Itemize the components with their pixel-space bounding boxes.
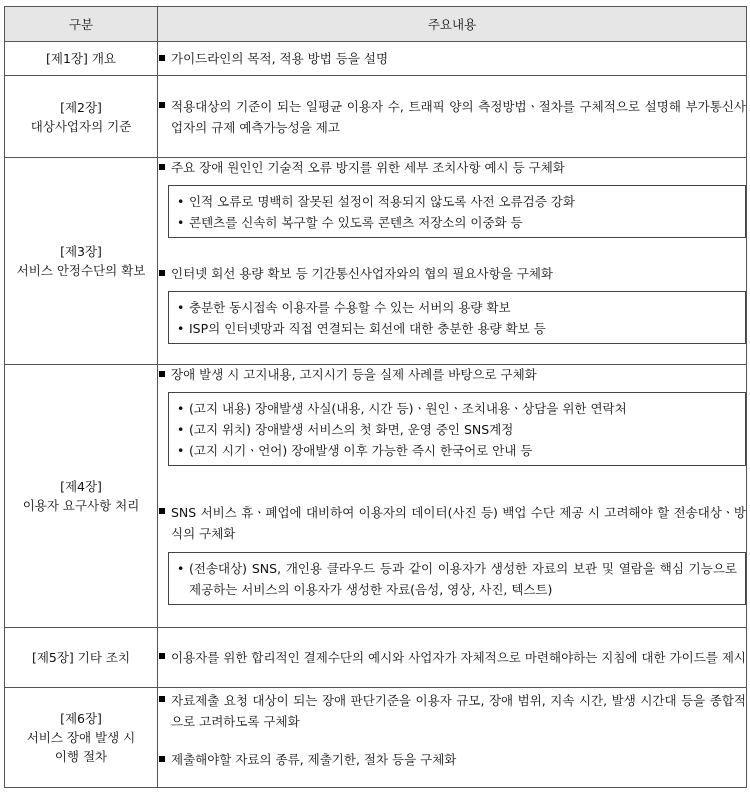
header-row [5,7,747,42]
bullet-text: 가이드라인의 목적, 적용 방법 등을 설명 [171,51,389,66]
sub-item-text: (고지 내용) 장애발생 사실(내용, 시간 등)ㆍ원인ㆍ조치내용ㆍ상담을 위한 연락처 [189,401,627,416]
category-line: [제2장] [60,99,102,115]
table-row [5,628,747,688]
sub-item-text: 충분한 동시접속 이용자를 수용할 수 있는 서버의 용량 확보 [189,300,511,315]
row-content [158,158,747,365]
row-content [158,628,747,688]
bullet-item [158,750,746,769]
sub-item-text: (고지 위치) 장애발생 서비스의 첫 화면, 운영 중인 SNS계정 [189,422,514,437]
table-row [5,365,747,628]
dot-bullet-icon: • [177,300,185,315]
square-bullet-icon [159,696,165,702]
dot-bullet-icon: • [177,422,185,437]
square-bullet-icon [159,102,165,108]
category-line: [제6장] [60,711,102,726]
bullet-item [158,96,746,138]
guideline-table [4,6,747,788]
dot-bullet-icon: • [177,194,185,209]
bullet-item [158,264,746,283]
category-line: [제1장] 개요 [46,51,116,66]
bullet-item [158,647,746,668]
sub-item [177,398,737,419]
dot-bullet-icon: • [177,215,185,230]
sub-item [177,440,737,461]
bullet-item [158,502,746,544]
sub-item-text: ISP의 인터넷망과 직접 연결되는 회선에 대한 충분한 용량 확보 등 [189,321,546,336]
sub-box [168,392,746,466]
header-category: 구분 [5,7,158,42]
sub-item-text: (전송대상) SNS, 개인용 클라우드 등과 같이 이용자가 생성한 자료의 보관 및 열람을 핵심 기능으로 제공하는 서비스의 이용자가 생성한 자료(음성, 영상, 사진, 텍스트) [189,561,737,597]
sub-item-text: 콘텐츠를 신속히 복구할 수 있도록 콘텐츠 저장소의 이중화 등 [189,215,523,230]
row-content [158,76,747,158]
sub-item [177,297,737,318]
bullet-text: 주요 장애 원인인 기술적 오류 방지를 위한 세부 조치사항 예시 등 구체화 [171,160,565,175]
category-line: 대상사업자의 기준 [30,118,132,134]
bullet-text: 장애 발생 시 고지내용, 고지시기 등을 실제 사례를 바탕으로 구체화 [171,367,537,382]
header-content: 주요내용 [158,7,747,42]
row-category [5,688,158,788]
sub-item-text: 인적 오류로 명백히 잘못된 설정이 적용되지 않도록 사전 오류검증 강화 [189,194,575,209]
square-bullet-icon [159,371,165,377]
bullet-item [158,690,746,732]
bullet-text: 적용대상의 기준이 되는 일평균 이용자 수, 트래픽 양의 측정방법ㆍ절차를 구체적으로 설명해 부가통신사업자의 규제 예측가능성을 제고 [171,98,746,135]
dot-bullet-icon: • [177,321,185,336]
dot-bullet-icon: • [177,401,185,416]
bullet-item [158,158,746,177]
category-line: [제4장] [60,479,102,494]
bullet-text: 자료제출 요청 대상이 되는 장애 판단기준을 이용자 규모, 장애 범위, 지속 시간, 발생 시간대 등을 종합적으로 고려하도록 구체화 [171,693,746,729]
bullet-item [158,49,746,68]
square-bullet-icon [159,270,165,276]
dot-bullet-icon: • [177,561,185,576]
table-row [5,76,747,158]
row-category [5,628,158,688]
sub-item-text: (고지 시기ㆍ언어) 장애발생 이후 가능한 즉시 한국어로 안내 등 [189,443,533,458]
sub-box [168,291,746,344]
row-category [5,76,158,158]
category-line: [제3장] [60,244,102,259]
row-content [158,688,747,788]
sub-item [177,191,737,212]
row-content [158,42,747,76]
row-category [5,158,158,365]
sub-item [177,558,737,600]
row-category [5,365,158,628]
bullet-text: 제출해야할 자료의 종류, 제출기한, 절차 등을 구체화 [171,752,457,767]
category-line: 서비스 장애 발생 시 [26,730,136,745]
square-bullet-icon [159,508,165,514]
square-bullet-icon [159,164,165,170]
table-row [5,42,747,76]
table-row [5,688,747,788]
bullet-text: 이용자를 위한 합리적인 결제수단의 예시와 사업자가 자체적으로 마련해야하는 지침에 대한 가이드를 제시 [171,650,747,665]
table-row [5,158,747,365]
category-line: 이행 절차 [54,749,108,764]
square-bullet-icon [159,653,165,659]
sub-item [177,212,737,233]
bullet-text: SNS 서비스 휴ㆍ폐업에 대비하여 이용자의 데이터(사진 등) 백업 수단 제공 시 고려해야 할 전송대상ㆍ방식의 구체화 [171,505,746,541]
sub-item [177,419,737,440]
bullet-text: 인터넷 회선 용량 확보 등 기간통신사업자와의 협의 필요사항을 구체화 [171,266,553,281]
sub-box [168,552,746,605]
row-content [158,365,747,628]
square-bullet-icon [159,55,165,61]
category-line: [제5장] 기타 조치 [31,650,131,665]
sub-item [177,318,737,339]
category-line: 서비스 안정수단의 확보 [16,263,146,278]
row-category [5,42,158,76]
sub-box [168,185,746,238]
square-bullet-icon [159,756,165,762]
dot-bullet-icon: • [177,443,185,458]
category-line: 이용자 요구사항 처리 [22,498,140,513]
bullet-item [158,365,746,384]
